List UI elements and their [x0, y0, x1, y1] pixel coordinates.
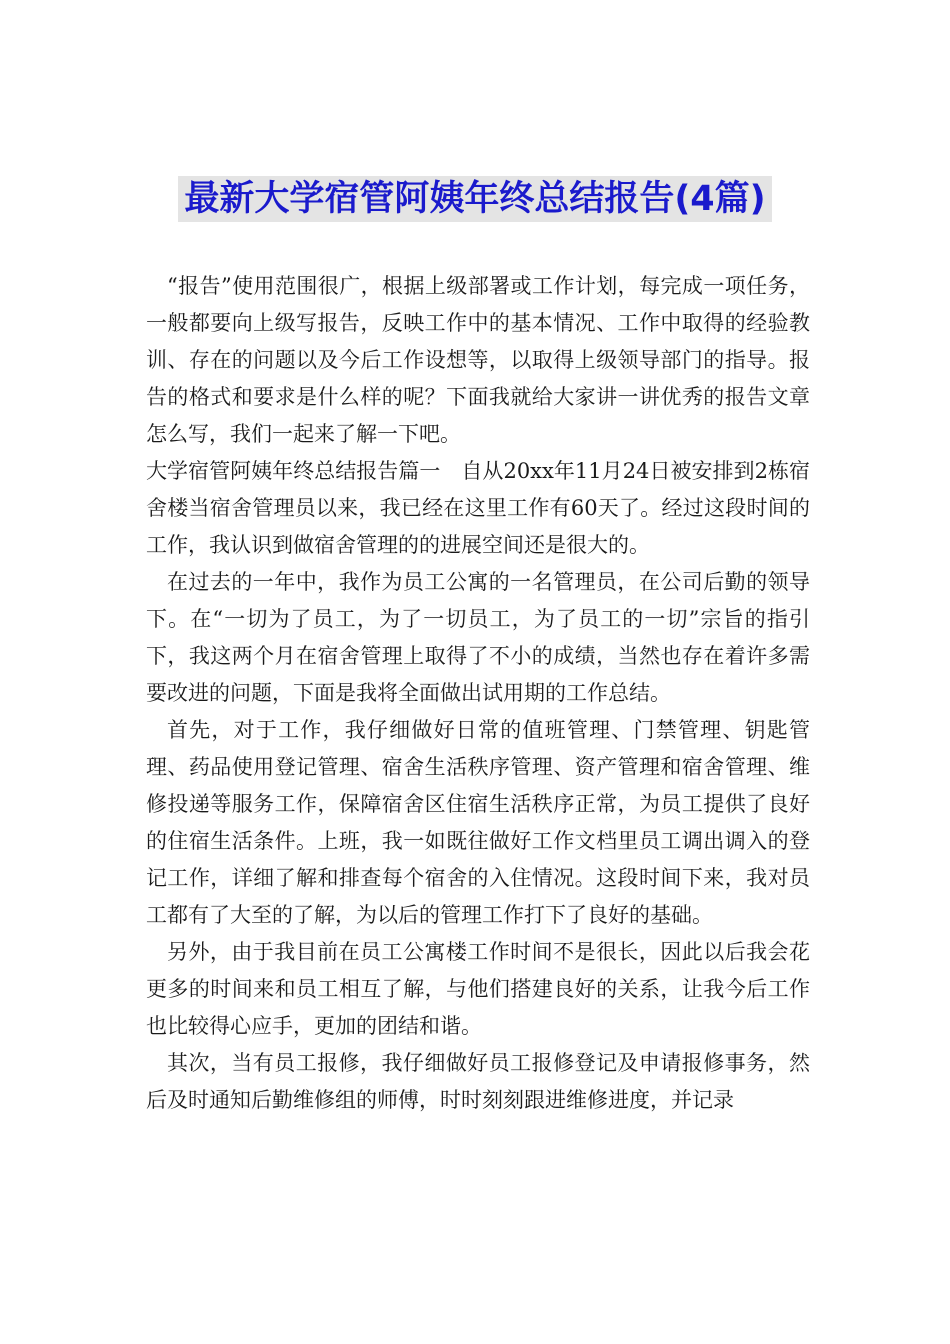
document-body	[146, 268, 810, 1119]
paragraph-intro: “报告”使用范围很广，根据上级部署或工作计划，每完成一项任务，一般都要向上级写报告，反映工作中的基本情况、工作中取得的经验教训、存在的问题以及今后工作设想等，以取得上级领导部门的指导。报告的格式和要求是什么样的呢？下面我就给大家讲一讲优秀的报告文章怎么写，我们一起来了解一下吧。	[146, 274, 810, 446]
paragraph-section-one-start: 大学宿管阿姨年终总结报告篇一 自从20xx年11月24日被安排到2栋宿舍楼当宿舍管理员以来，我已经在这里工作有60天了。经过这段时间的工作，我认识到做宿舍管理的的进展空间还是很大的。	[146, 459, 810, 557]
paragraph: 其次，当有员工报修，我仔细做好员工报修登记及申请报修事务，然后及时通知后勤维修组的师傅，时时刻刻跟进维修进度，并记录	[146, 1051, 810, 1112]
paragraph: 首先，对于工作，我仔细做好日常的值班管理、门禁管理、钥匙管理、药品使用登记管理、宿舍生活秩序管理、资产管理和宿舍管理、维修投递等服务工作，保障宿舍区住宿生活秩序正常，为员工提供了良好的住宿生活条件。上班，我一如既往做好工作文档里员工调出调入的登记工作，详细了解和排查每个宿舍的入住情况。这段时间下来，我对员工都有了大至的了解，为以后的管理工作打下了良好的基础。	[146, 718, 810, 927]
paragraph: 另外，由于我目前在员工公寓楼工作时间不是很长，因此以后我会花更多的时间来和员工相互了解，与他们搭建良好的关系，让我今后工作也比较得心应手，更加的团结和谐。	[146, 940, 810, 1038]
title-container	[0, 176, 950, 222]
paragraph: 在过去的一年中，我作为员工公寓的一名管理员，在公司后勤的领导下。在“一切为了员工，为了一切员工，为了员工的一切”宗旨的指引下，我这两个月在宿舍管理上取得了不小的成绩，当然也存在着许多需要改进的问题，下面是我将全面做出试用期的工作总结。	[146, 570, 810, 705]
document-title: 最新大学宿管阿姨年终总结报告(4篇)	[178, 176, 771, 222]
